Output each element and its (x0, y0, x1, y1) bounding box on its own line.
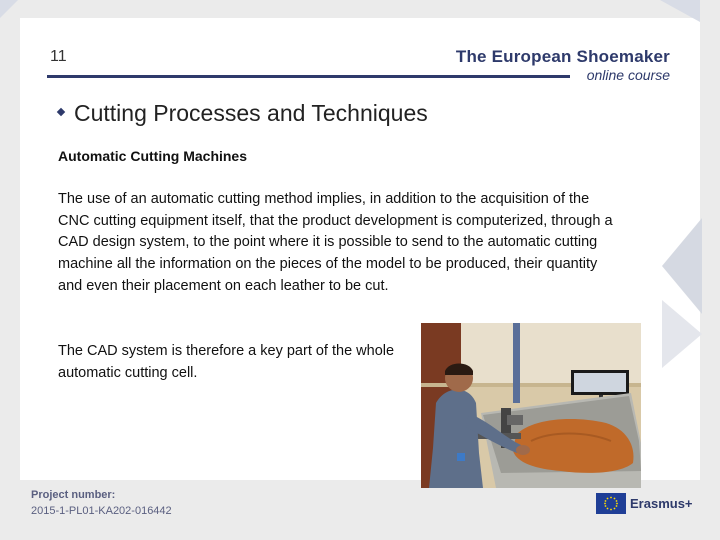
corner-decoration (0, 0, 18, 18)
side-decoration (662, 300, 702, 368)
brand-title: The European Shoemaker (455, 47, 670, 66)
page-number: 11 (50, 48, 67, 65)
eu-flag-icon (596, 493, 626, 514)
erasmus-logo (596, 493, 693, 514)
project-label: Project number: (31, 489, 116, 501)
photo-illustration (421, 323, 641, 488)
project-number: 2015-1-PL01-KA202-016442 (31, 505, 172, 517)
brand-subtitle: online course (586, 67, 670, 83)
bullet-icon (57, 107, 65, 115)
heading-text: Cutting Processes and Techniques (74, 100, 428, 126)
cutting-machine-photo (421, 323, 641, 488)
corner-decoration (660, 0, 700, 22)
erasmus-label: Erasmus+ (630, 496, 693, 511)
body-paragraph: The use of an automatic cutting method implies, in addition to the acquisition of the CNC cutting equipment itself, that the product development is computerized, through a CAD design system, to the point where it is possible to send to the automatic cutting machine all the information on the pieces of the model to be produced, their quantity and even their placement on each leather to be cut. (58, 191, 613, 294)
subheading: Automatic Cutting Machines (58, 148, 248, 164)
header-rule (47, 75, 570, 78)
body-paragraph: The CAD system is therefore a key part of the whole automatic cutting cell. (58, 343, 395, 381)
slide-heading (58, 100, 428, 127)
